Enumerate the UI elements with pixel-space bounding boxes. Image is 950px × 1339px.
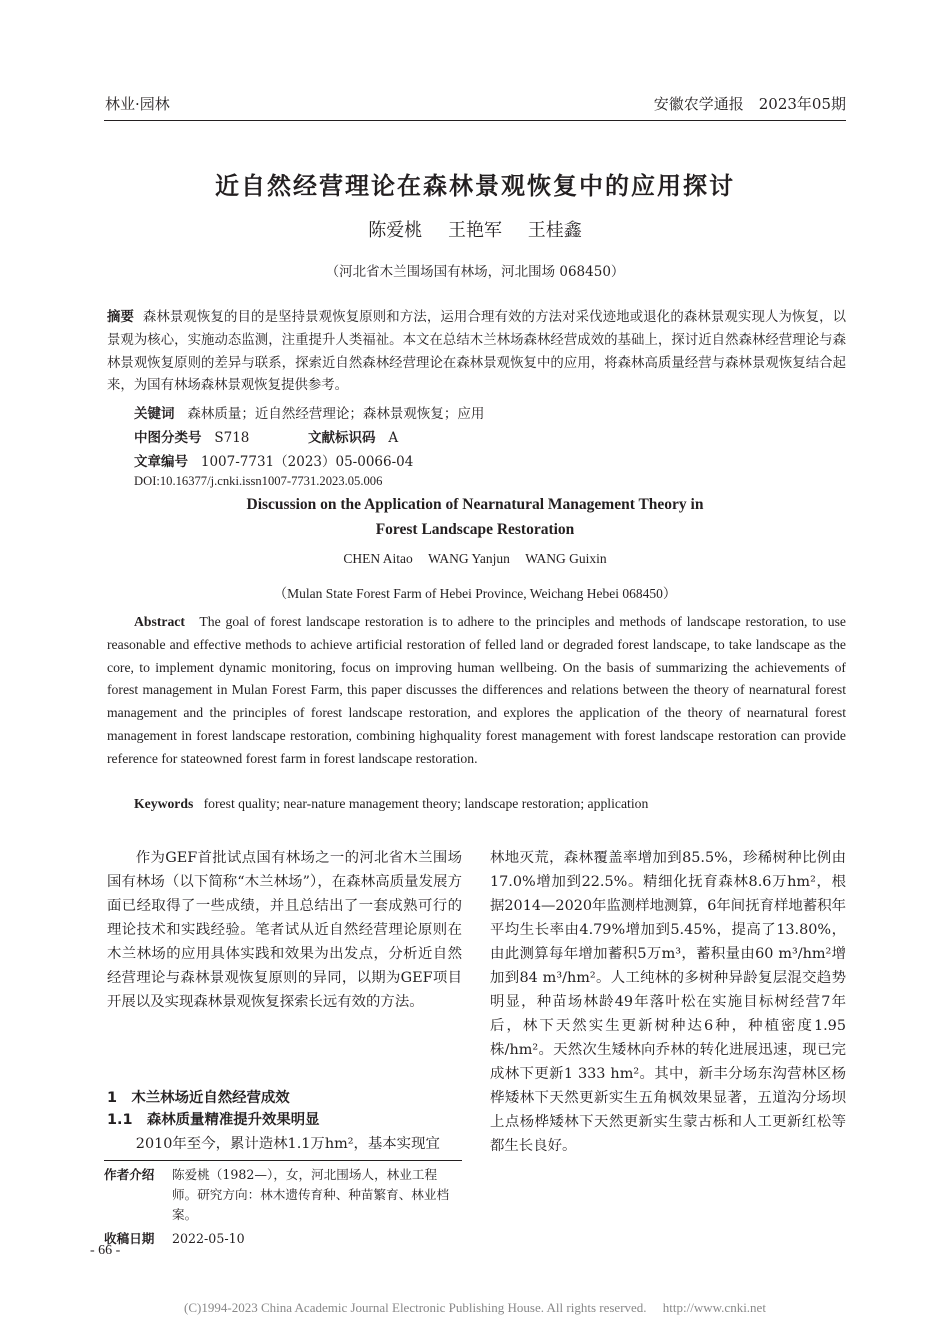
header-rule (104, 120, 846, 121)
abstract-label: 摘要 (107, 310, 135, 325)
article-number-line (134, 450, 413, 470)
english-author-name: WANG Guixin (525, 551, 607, 566)
keywords-en (134, 793, 846, 816)
english-abstract-text: The goal of forest landscape restoration is to adhere to the principles and methods of landscape restoration, to use reasonable and effective methods to achieve artificial restoration of felled land or degraded forest landscape, to take landscape as the core, to implement dynamic monitoring, focus on improving human wellbeing. On the basis of summarizing the achievements of forest management in Mulan Forest Farm, this paper discusses the differences and relations between the theory of nearnatural forest management and the principles of forest landscape restoration, and explores the application of the theory of nearnatural forest management in forest landscape restoration, combining highquality forest management with forest landscape restoration can provide reference for stateowned forest farm in forest landscape restoration. (107, 614, 847, 766)
author-footnote-label: 作者介绍 (104, 1167, 155, 1182)
english-keywords-text: forest quality; near-nature management theory; landscape restoration; application (203, 796, 649, 811)
author-footnote (104, 1165, 462, 1249)
english-author-name: CHEN Aitao (343, 551, 413, 566)
page-number: - 66 - (90, 1243, 121, 1258)
english-title-line1: Discussion on the Application of Nearnatural Management Theory in (246, 496, 704, 513)
doi[interactable]: DOI:10.16377/j.cnki.issn1007-7731.2023.05.006 (134, 474, 383, 488)
author-list (0, 216, 950, 242)
english-abstract-label: Abstract (134, 614, 185, 629)
intro-paragraph: 作为GEF首批试点国有林场之一的河北省木兰围场国有林场（以下简称“木兰林场”），在森林高质量发展方面已经取得了一些成绩，并且总结出了一套成熟可行的理论技术和实践经验。笔者试从近自然经营理论原则在木兰林场的应用具体实践和效果为出发点，分析近自然经营理论与森林景观恢复原则的异同，以期为GEF项目开展以及实现森林景观恢复探索长远有效的方法。 (107, 850, 462, 1010)
clc-label: 中图分类号 (134, 430, 202, 446)
right-column-paragraph: 林地灭荒，森林覆盖率增加到85.5%，珍稀树种比例由17.0%增加到22.5%。精细化抚育森林8.6万hm²，根据2014—2020年监测样地测算，6年间抚育样地蓄积年平均生长率由4.79%增加到5.45%，提高了13.80%，由此测算每年增加蓄积5万m³，蓄积量由60 m³/hm²增加到84 m³/hm²。人工纯林的多树种异龄复层混交趋势明显，种苗场林龄49年落叶松在实施目标树经营7年后，林下天然实生更新树种达6种，种植密度1.95株/hm²。天然次生矮林向乔林的转化进展迅速，现已完成林下更新1 333 hm²。其中，新丰分场东沟营林区杨桦矮林下天然更新实生五角枫效果显著，五道沟分场坝上点杨桦矮林下天然更新实生蒙古栎和人工更新红松等都生长良好。 (490, 850, 846, 1154)
keywords-text: 森林质量；近自然经营理论；森林景观恢复；应用 (187, 406, 485, 422)
running-header-journal: 安徽农学通报 2023年05期 (653, 95, 846, 113)
author-name: 王桂鑫 (527, 220, 582, 241)
articleno-label: 文章编号 (134, 454, 188, 470)
abstract-text: 森林景观恢复的目的是坚持景观恢复原则和方法，运用合理有效的方法对采伐迹地或退化的森林景观实现人为恢复，以景观为核心，实施动态监测，注重提升人类福祉。本文在总结木兰林场森林经营成效的基础上，探讨近自然森林经营理论与森林景观恢复原则的差异与联系，探索近自然森林经营理论在森林景观恢复中的应用，将森林高质量经营与森林景观恢复结合起来，为国有林场森林景观恢复提供参考。 (107, 310, 847, 394)
received-date: 2022-05-10 (172, 1231, 245, 1246)
author-name: 王艳军 (448, 220, 502, 241)
english-author-name: WANG Yanjun (428, 551, 510, 566)
running-header-section: 林业·园林 (105, 95, 170, 113)
english-title-line2: Forest Landscape Restoration (375, 521, 575, 538)
received-date-label: 收稿日期 (104, 1231, 155, 1246)
copyright-notice: (C)1994-2023 China Academic Journal Electronic Publishing House. All rights reserved. http://www.cnki.net (184, 1300, 766, 1315)
keywords-cn (134, 402, 484, 422)
paper-title: 近自然经营理论在森林景观恢复中的应用探讨 (215, 172, 735, 200)
author-name: 陈爱桃 (368, 220, 423, 241)
body-paragraph-start: 2010年至今，累计造林1.1万hm²，基本实现宜 (135, 1136, 440, 1152)
footnote-rule (104, 1160, 462, 1161)
affiliation: （河北省木兰围场国有林场，河北围场 068450） (325, 264, 625, 280)
clc-value: S718 (214, 430, 250, 446)
english-keywords-label: Keywords (134, 796, 194, 811)
abstract-cn (107, 307, 846, 398)
english-affiliation: （Mulan State Forest Farm of Hebei Province, Weichang Hebei 068450） (273, 586, 677, 601)
author-footnote-text: 陈爱桃（1982—），女，河北围场人，林业工程师。研究方向：林木遗传育种、种苗繁育、林业档案。 (172, 1167, 450, 1222)
english-author-list (0, 551, 950, 567)
articleno-value: 1007-7731（2023）05-0066-04 (200, 454, 414, 470)
abstract-en (107, 611, 846, 771)
doccode-label: 文献标识码 (307, 430, 376, 446)
doccode-value: A (388, 430, 399, 446)
keywords-label: 关键词 (134, 406, 175, 422)
section-heading-1-1: 1.1 森林质量精准提升效果明显 (107, 1112, 320, 1128)
classification-line (134, 426, 398, 446)
section-heading-1: 1 木兰林场近自然经营成效 (107, 1090, 290, 1106)
